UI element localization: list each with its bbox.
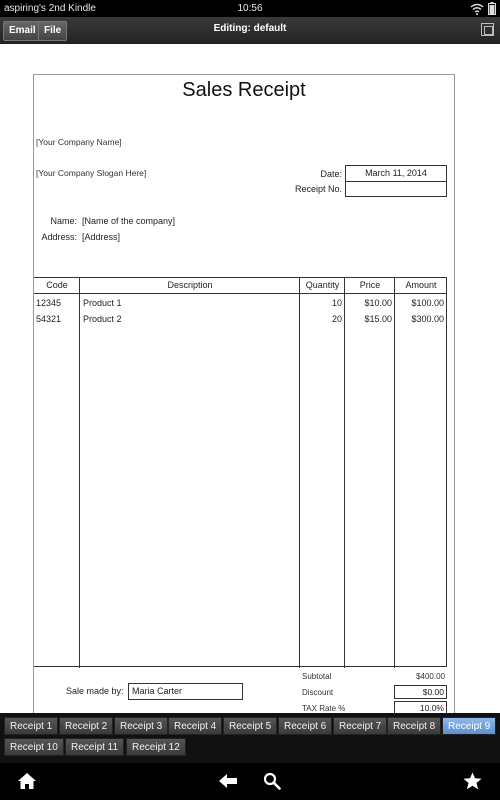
tab-receipt-11[interactable]: Receipt 11: [65, 738, 124, 756]
cell-amount[interactable]: $100.00: [411, 298, 444, 308]
column-header-description: Description: [80, 278, 300, 294]
tab-receipt-5[interactable]: Receipt 5: [223, 717, 277, 735]
sheet-tab-bar: [0, 713, 500, 763]
back-icon[interactable]: [218, 772, 238, 790]
cell-code[interactable]: 12345: [36, 298, 62, 308]
tax-rate-field[interactable]: 10.0%: [394, 701, 447, 714]
items-table: [34, 277, 447, 667]
date-field[interactable]: March 11, 2014: [345, 165, 447, 182]
discount-field[interactable]: $0.00: [394, 685, 447, 699]
app-toolbar: [0, 17, 500, 44]
company-slogan[interactable]: [Your Company Slogan Here]: [36, 168, 147, 178]
expand-icon[interactable]: [481, 23, 494, 36]
search-icon[interactable]: [263, 772, 281, 790]
clock: 10:56: [237, 3, 263, 14]
discount-label: Discount: [302, 688, 334, 697]
home-icon[interactable]: [17, 772, 37, 790]
tab-receipt-12[interactable]: Receipt 12: [126, 738, 186, 756]
email-button[interactable]: Email: [3, 21, 42, 41]
column-header-code: Code: [34, 278, 80, 294]
tab-receipt-9[interactable]: Receipt 9: [442, 717, 496, 735]
tax-rate-label: TAX Rate %: [302, 704, 346, 713]
name-label: Name:: [50, 216, 77, 226]
cell-price[interactable]: $10.00: [364, 298, 392, 308]
receipt-no-label: Receipt No.: [294, 184, 342, 194]
tab-receipt-2[interactable]: Receipt 2: [59, 717, 113, 735]
company-name[interactable]: [Your Company Name]: [36, 137, 122, 147]
file-button[interactable]: File: [38, 21, 67, 41]
favorites-icon[interactable]: [463, 772, 482, 790]
column-header-price: Price: [345, 278, 395, 294]
cell-price[interactable]: $15.00: [364, 314, 392, 324]
address-label: Address:: [41, 232, 77, 242]
receipt-title: Sales Receipt: [182, 79, 306, 101]
tab-receipt-3[interactable]: Receipt 3: [114, 717, 168, 735]
device-name: aspiring's 2nd Kindle: [4, 3, 96, 14]
subtotal-label: Subtotal: [302, 672, 332, 681]
cell-code[interactable]: 54321: [36, 314, 62, 324]
cell-description[interactable]: Product 2: [83, 314, 122, 324]
navigation-bar: [0, 763, 500, 800]
wifi-icon: [470, 3, 484, 15]
date-label: Date:: [320, 169, 342, 179]
column-header-quantity: Quantity: [300, 278, 345, 294]
sale-made-by-label: Sale made by:: [66, 686, 124, 696]
tab-receipt-1[interactable]: Receipt 1: [4, 717, 58, 735]
tab-receipt-10[interactable]: Receipt 10: [4, 738, 64, 756]
tab-receipt-6[interactable]: Receipt 6: [278, 717, 332, 735]
tab-receipt-4[interactable]: Receipt 4: [168, 717, 222, 735]
column-header-amount: Amount: [395, 278, 447, 294]
sale-made-by-field[interactable]: Maria Carter: [128, 683, 243, 700]
receipt-document: [33, 74, 455, 714]
tab-receipt-8[interactable]: Receipt 8: [387, 717, 441, 735]
tab-receipt-7[interactable]: Receipt 7: [333, 717, 387, 735]
cell-quantity[interactable]: 20: [331, 314, 342, 324]
name-field[interactable]: [Name of the company]: [82, 216, 176, 226]
subtotal-value: $400.00: [416, 672, 445, 681]
cell-amount[interactable]: $300.00: [411, 314, 444, 324]
status-bar: [0, 0, 500, 17]
cell-quantity[interactable]: 10: [331, 298, 342, 308]
cell-description[interactable]: Product 1: [83, 298, 122, 308]
battery-icon: [488, 2, 496, 15]
editing-title: Editing: default: [213, 23, 287, 34]
address-field[interactable]: [Address]: [82, 232, 121, 242]
receipt-no-field[interactable]: [345, 181, 447, 197]
